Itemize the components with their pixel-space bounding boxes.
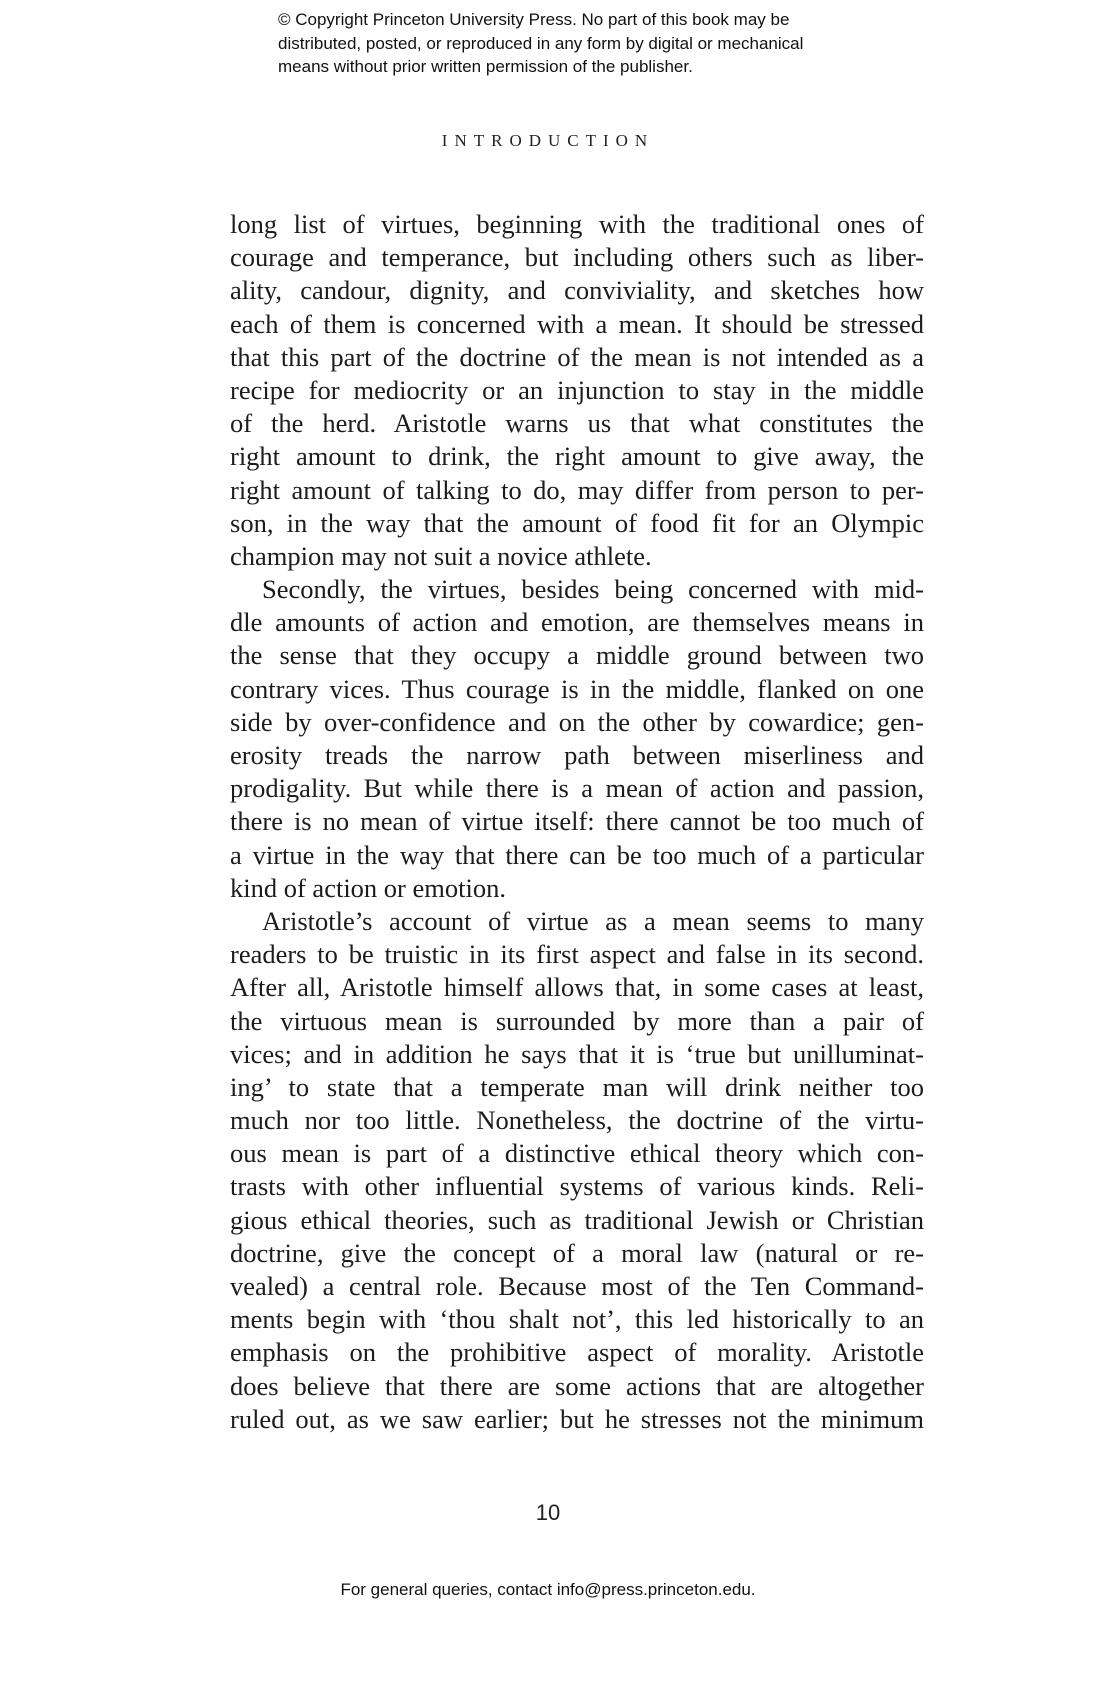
copyright-line: distributed, posted, or reproduced in any form by digital or mechanical: [278, 33, 804, 53]
text-line: Aristotle’s account of virtue as a mean seems to many: [262, 905, 924, 936]
text-line: right amount to drink, the right amount to give away, the: [230, 441, 924, 472]
text-line: son, in the way that the amount of food fit for an Olympic: [230, 507, 924, 538]
text-line: ments begin with ‘thou shalt not’, this led historically to an: [230, 1304, 924, 1335]
text-line: prodigality. But while there is a mean of action and passion,: [230, 773, 924, 804]
text-line: ruled out, as we saw earlier; but he stresses not the minimum: [230, 1403, 924, 1434]
text-line: long list of virtues, beginning with the traditional ones of: [230, 209, 924, 239]
text-line: Secondly, the virtues, besides being concerned with mid-: [262, 574, 924, 605]
text-line: each of them is concerned with a mean. It should be stressed: [230, 308, 924, 339]
copyright-line: © Copyright Princeton University Press. No part of this book may be: [278, 10, 790, 29]
text-line: gious ethical theories, such as traditional Jewish or Christian: [230, 1204, 924, 1235]
text-line: readers to be truistic in its first aspect and false in its second.: [230, 939, 924, 970]
text-line: vices; and in addition he says that it is ‘true but unilluminat-: [230, 1038, 924, 1069]
footer-contact: For general queries, contact info@press.princeton.edu.: [340, 1580, 756, 1599]
text-line: courage and temperance, but including others such as liber-: [230, 242, 924, 273]
text-line: ing’ to state that a temperate man will drink neither too: [230, 1071, 924, 1102]
text-line: kind of action or emotion.: [230, 872, 506, 903]
text-line: ality, candour, dignity, and conviviality, and sketches how: [230, 275, 924, 306]
text-line: the virtuous mean is surrounded by more than a pair of: [230, 1005, 924, 1036]
text-line: dle amounts of action and emotion, are themselves means in: [230, 607, 924, 638]
text-line: ous mean is part of a distinctive ethical theory which con-: [230, 1138, 924, 1169]
text-line: emphasis on the prohibitive aspect of morality. Aristotle: [230, 1337, 924, 1368]
text-line: champion may not suit a novice athlete.: [230, 540, 652, 571]
text-line: that this part of the doctrine of the mean is not intended as a: [230, 341, 924, 372]
copyright-notice: [278, 8, 918, 79]
text-line: After all, Aristotle himself allows that, in some cases at least,: [230, 972, 924, 1003]
text-line: side by over-confidence and on the other by cowardice; gen-: [230, 706, 924, 737]
text-line: recipe for mediocrity or an injunction to stay in the middle: [230, 374, 924, 405]
text-line: right amount of talking to do, may differ from person to per-: [230, 474, 924, 505]
paragraph-3: [230, 905, 924, 1436]
text-line: vealed) a central role. Because most of the Ten Command-: [230, 1271, 924, 1301]
text-line: the sense that they occupy a middle ground between two: [230, 640, 924, 671]
text-line: doctrine, give the concept of a moral law (natural or re-: [230, 1237, 924, 1268]
text-line: contrary vices. Thus courage is in the middle, flanked on one: [230, 673, 924, 704]
page-number: 10: [535, 1500, 561, 1525]
text-line: erosity treads the narrow path between miserliness and: [230, 740, 924, 770]
copyright-line: means without prior written permission of the publisher.: [278, 57, 693, 76]
paragraph-1: [230, 208, 924, 573]
running-head: INTRODUCTION: [441, 131, 655, 150]
text-line: a virtue in the way that there can be too much of a particular: [230, 839, 924, 870]
text-line: of the herd. Aristotle warns us that what constitutes the: [230, 408, 924, 439]
text-line: much nor too little. Nonetheless, the doctrine of the virtu-: [230, 1105, 924, 1136]
text-line: trasts with other influential systems of various kinds. Reli-: [230, 1171, 924, 1202]
text-line: does believe that there are some actions that are altogether: [230, 1370, 924, 1401]
body-text: [230, 208, 924, 1436]
paragraph-2: [230, 573, 924, 905]
text-line: there is no mean of virtue itself: there cannot be too much of: [230, 806, 924, 837]
